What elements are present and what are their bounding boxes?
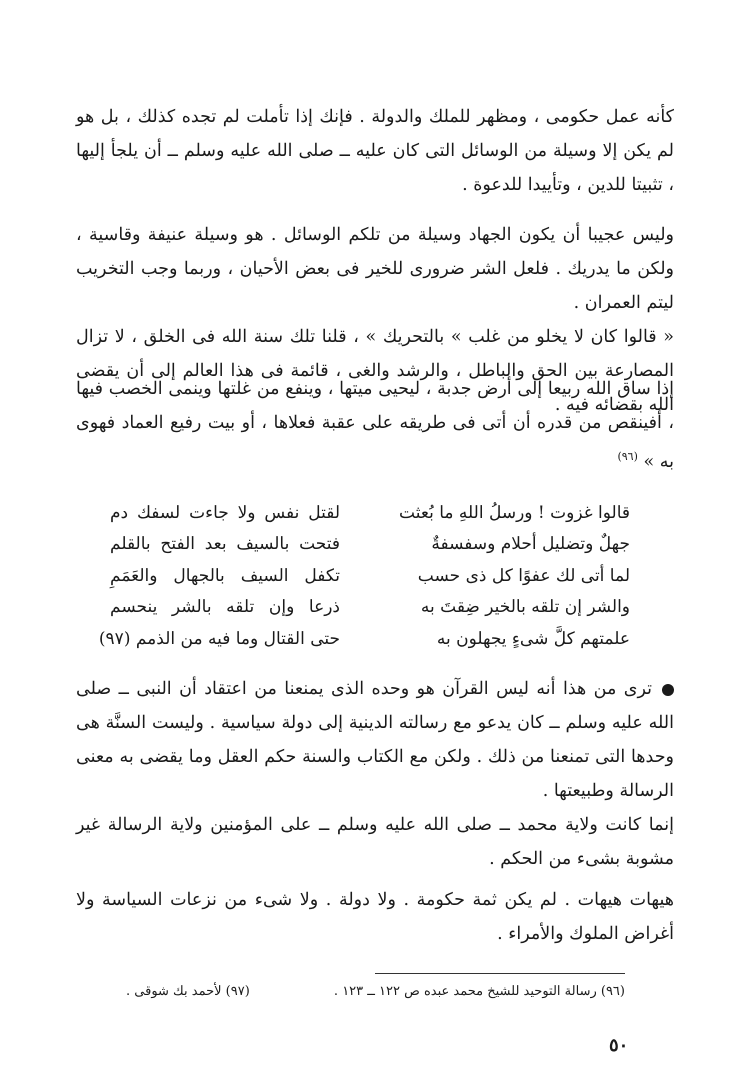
verse-second-hemistich: حتى القتال وما فيه من الذمم (٩٧) <box>98 628 340 649</box>
verse-second-hemistich: ذرعا وإن تلقه بالشر ينحسم <box>110 597 340 618</box>
paragraph-5-text: ترى من هذا أنه ليس القرآن هو وحده الذى يمنعنا من اعتقاد أن النبى ــ صلى الله عليه وسلم ــ كان يدعو مع رسالته الدينية إلى دولة سياسية . وليست السنَّة هى وحدها التى تمنعنا من ذلك . ولكن مع الكتاب والسنة حكم العقل وما يقضى به معنى الرسالة وطبيعتها . <box>76 679 674 801</box>
verse-second-hemistich: لقتل نفس ولا جاءت لسفك دم <box>110 502 340 523</box>
page-number: ٥٠ <box>609 1035 629 1056</box>
paragraph-1: كأنه عمل حكومى ، ومظهر للملك والدولة . فإنك إذا تأملت لم تجده كذلك ، بل هو لم يكن إلا وسيلة من الوسائل التى كان عليه ــ صلى الله عليه وسلم ــ أن يلجأ إليها ، تثبيتا للدين ، وتأييدا للدعوة . <box>76 107 674 195</box>
verse-first-hemistich: لما أتى لك عفوًا كل ذى حسب <box>417 565 630 586</box>
verse-first-hemistich: قالوا غزوت ! ورسلُ اللهِ ما بُعثت <box>399 502 630 523</box>
footnote-ref-96: (٩٦) <box>617 450 638 463</box>
footnote-divider <box>375 973 625 974</box>
verse-second-hemistich: تكفل السيف بالجهال والعَمَمِ <box>110 565 340 586</box>
footnote-97: (٩٧) لأحمد بك شوقى . <box>126 984 250 999</box>
paragraph-5 <box>76 672 674 808</box>
poem <box>98 497 630 655</box>
poem-verse <box>110 497 630 529</box>
footnote-96: (٩٦) رسالة التوحيد للشيخ محمد عبده ص ١٢٢ ــ ١٢٣ . <box>333 984 625 999</box>
verse-first-hemistich: والشر إن تلقه بالخير ضِقتَ به <box>420 597 630 618</box>
paragraph-7: هيهات هيهات . لم يكن ثمة حكومة . ولا دولة . ولا شىء من نزعات السياسة ولا أغراض الملوك والأمراء . <box>76 890 674 944</box>
poem-verse <box>98 623 630 655</box>
paragraph-4 <box>76 372 674 479</box>
paragraph-2: وليس عجيبا أن يكون الجهاد وسيلة من تلكم الوسائل . هو وسيلة عنيفة وقاسية ، ولكن ما يدريك . فلعل الشر ضرورى للخير فى بعض الأحيان ، وربما وجب التخريب ليتم العمران . <box>76 225 674 313</box>
paragraph-6: إنما كانت ولاية محمد ــ صلى الله عليه وسلم ــ على المؤمنين ولاية الرسالة غير مشوبة بشىء من الحكم . <box>76 815 674 869</box>
poem-verse <box>110 529 630 561</box>
bullet-icon <box>662 684 674 696</box>
verse-first-hemistich: علمتهم كلَّ شىءٍ يجهلون به <box>436 628 630 649</box>
paragraph-3: « قالوا كان لا يخلو من غلب » بالتحريك » ، قلنا تلك سنة الله فى الخلق ، لا تزال المصارعة بين الحق والباطل ، والرشد والغى ، قائمة فى هذا العالم إلى أن يقضى الله بقضائه فيه . <box>76 327 674 415</box>
poem-verse <box>110 592 630 624</box>
verse-first-hemistich: جهلٌ وتضليل أحلام وسفسفةٌ <box>431 534 630 555</box>
poem-verse <box>110 560 630 592</box>
paragraph-4-text: إذا ساق الله ربيعا إلى أرض جدبة ، ليحيى ميتها ، وينفع من غلتها وينمى الخصب فيها ، أفينقص من قدره أن أتى فى طريقه على عقبة فعلاها ، أو بيت رفيع العماد فهوى به » <box>76 379 674 472</box>
verse-second-hemistich: فتحت بالسيف بعد الفتح بالقلم <box>110 534 340 555</box>
